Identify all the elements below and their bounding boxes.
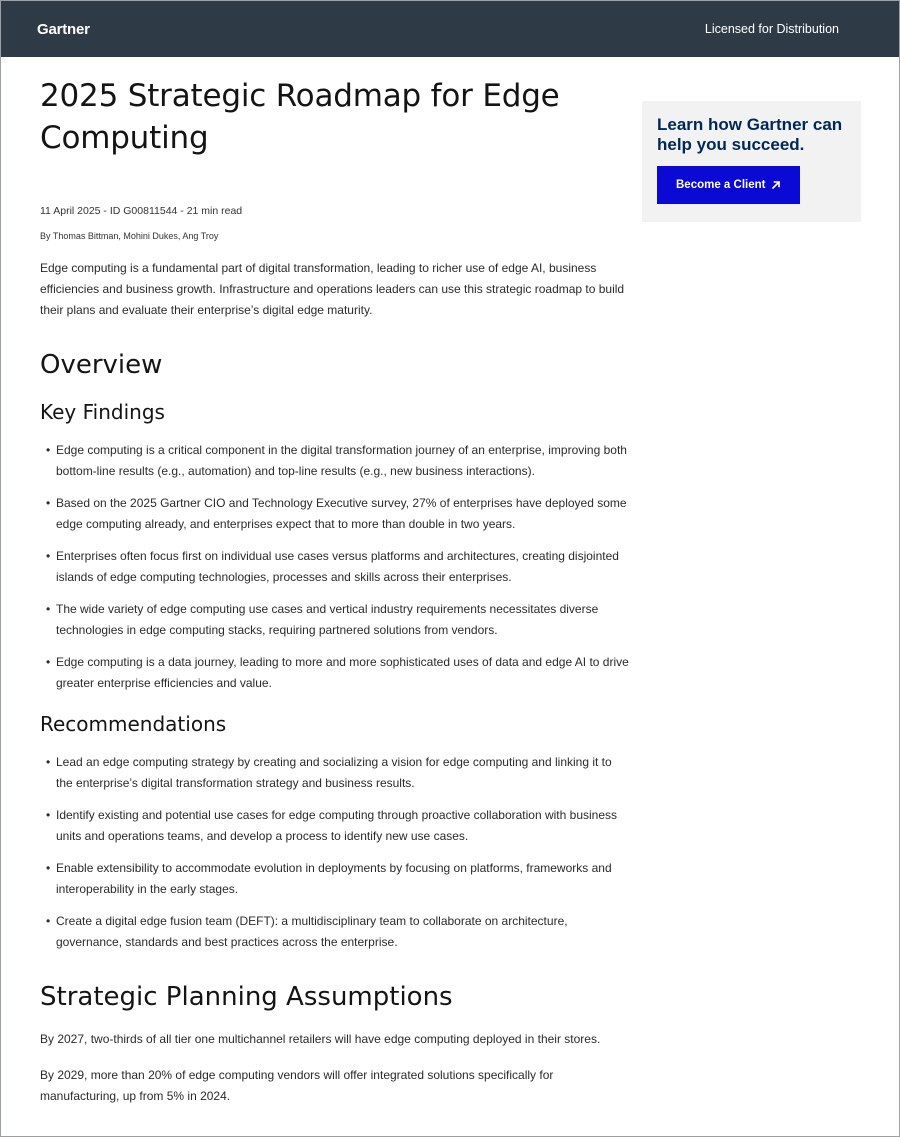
recommendations-heading: Recommendations [40,712,227,736]
list-item-text: Lead an edge computing strategy by creating and socializing a vision for edge computing and linking it to the enterprise’s digital transformation strategy and business results. [56,755,612,790]
list-item [40,911,630,953]
paragraph: By 2029, more than 20% of edge computing vendors will offer integrated solutions specifically for manufacturing, up from 5% in 2024. [40,1068,554,1103]
list-item [40,599,630,641]
overview-heading: Overview [40,350,163,380]
list-item-text: The wide variety of edge computing use cases and vertical industry requirements necessitates diverse technologies in edge computing stacks, requiring partnered solutions from vendors. [56,602,599,637]
article-authors: By Thomas Bittman, Mohini Dukes, Ang Troy [40,231,219,241]
list-item-text: Enable extensibility to accommodate evolution in deployments by focusing on platforms, frameworks and interoperability in the early stages. [56,861,612,896]
become-a-client-label: Become a Client [676,179,766,191]
article-content [40,57,630,1107]
top-bar [1,1,899,57]
list-item-text: Based on the 2025 Gartner CIO and Technology Executive survey, 27% of enterprises have deployed some edge computing already, and enterprises expect that to more than double in two years. [56,496,627,531]
list-item-text: Edge computing is a data journey, leading to more and more sophisticated uses of data and edge AI to drive greater enterprise efficiencies and value. [56,655,629,690]
bullet-icon: • [46,655,51,669]
bullet-icon: • [46,914,51,928]
bullet-icon: • [46,602,51,616]
cta-card [642,101,861,222]
list-item-text: Create a digital edge fusion team (DEFT): a multidisciplinary team to collaborate on architecture, governance, standards and best practices across the enterprise. [56,914,568,949]
bullet-icon: • [46,861,51,875]
bullet-icon: • [46,808,51,822]
strategic-planning-heading: Strategic Planning Assumptions [40,982,453,1012]
article-meta: 11 April 2025 - ID G00811544 - 21 min read [40,205,243,217]
list-item-text: Enterprises often focus first on individual use cases versus platforms and architectures, creating disjointed islands of edge computing technologies, processes and skills across their enterprises. [56,549,619,584]
list-item [40,652,630,694]
list-item [40,493,630,535]
paragraph: By 2027, two-thirds of all tier one multichannel retailers will have edge computing deployed in their stores. [40,1032,601,1046]
bullet-icon: • [46,755,51,769]
list-item [40,440,630,482]
bullet-icon: • [46,496,51,510]
article-title: 2025 Strategic Roadmap for Edge Computing [40,78,560,156]
become-a-client-button[interactable] [657,166,800,204]
bullet-icon: • [46,549,51,563]
arrow-up-right-icon [771,180,781,190]
gartner-logo[interactable]: Gartner [37,20,90,38]
licensed-label: Licensed for Distribution [704,22,839,36]
bullet-icon: • [46,443,51,457]
list-item-text: Identify existing and potential use cases for edge computing through proactive collaboration with business units and operations teams, and develop a process to identify new use cases. [56,808,618,843]
list-item [40,546,630,588]
key-findings-list [40,440,630,694]
list-item-text: Edge computing is a critical component in the digital transformation journey of an enterprise, improving both bottom-line results (e.g., automation) and top-line results (e.g., new business interactions). [56,443,627,478]
cta-heading: Learn how Gartner can help you succeed. [657,115,843,154]
key-findings-heading: Key Findings [40,400,165,424]
list-item [40,752,630,794]
list-item [40,805,630,847]
article-summary: Edge computing is a fundamental part of digital transformation, leading to richer use of edge AI, business efficiencies and business growth. Infrastructure and operations leaders can use this strategic roadmap to build their plans and evaluate their enterprise’s digital edge maturity. [40,261,625,317]
recommendations-list [40,752,630,953]
list-item [40,858,630,900]
